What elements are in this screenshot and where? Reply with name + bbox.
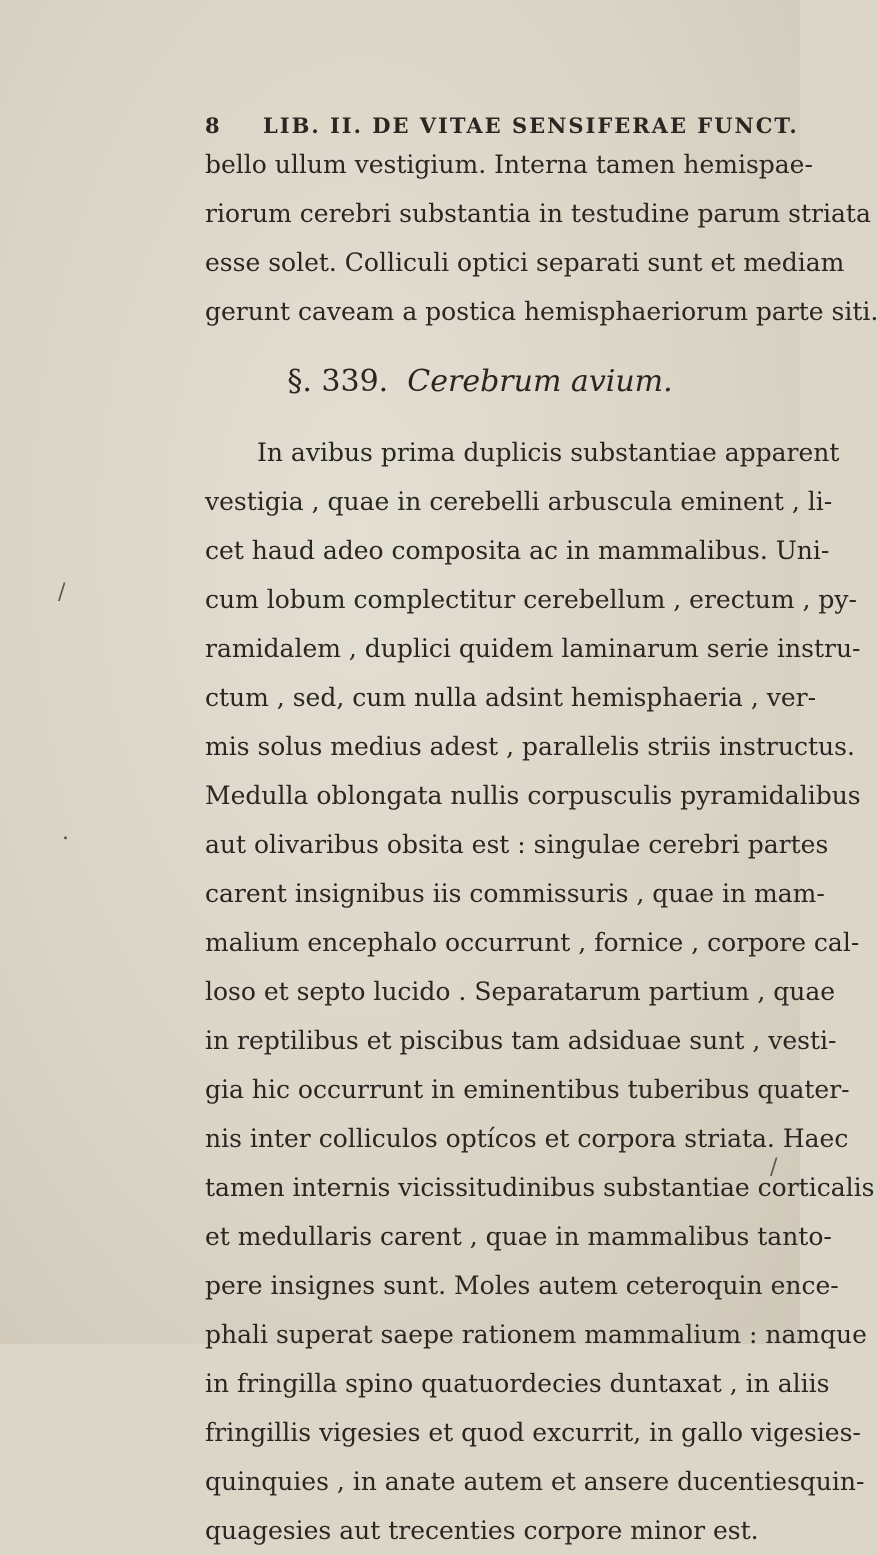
text-line: gia hic occurrunt in eminentibus tuberibus quater- bbox=[205, 1075, 850, 1104]
text-line: carent insignibus iis commissuris , quae in mam- bbox=[205, 879, 825, 908]
text-line: quinquies , in anate autem et ansere ducentiesquin- bbox=[205, 1467, 865, 1496]
text-line: fringillis vigesies et quod excurrit, in gallo vigesies- bbox=[205, 1418, 861, 1447]
text-line: phali superat saepe rationem mammalium : namque bbox=[205, 1320, 867, 1349]
text-line: nis inter colliculos optícos et corpora striata. Haec bbox=[205, 1124, 849, 1153]
section-title: Cerebrum avium. bbox=[407, 364, 673, 399]
margin-pencil-mark: / bbox=[770, 1155, 778, 1180]
margin-pencil-mark: / bbox=[58, 580, 66, 605]
margin-dot-mark: . bbox=[62, 820, 69, 845]
text-line: vestigia , quae in cerebelli arbuscula eminent , li- bbox=[205, 487, 833, 516]
text-line: cum lobum complectitur cerebellum , erectum , py- bbox=[205, 585, 857, 614]
text-line: bello ullum vestigium. Interna tamen hemispae- bbox=[205, 150, 813, 179]
text-line: mis solus medius adest , parallelis striis instructus. bbox=[205, 732, 855, 761]
text-line: malium encephalo occurrunt , fornice , corpore cal- bbox=[205, 928, 860, 957]
section-number: §. 339. bbox=[287, 364, 389, 399]
text-line: loso et septo lucido . Separatarum partium , quae bbox=[205, 977, 836, 1006]
text-line: in reptilibus et piscibus tam adsiduae sunt , vesti- bbox=[205, 1026, 837, 1055]
text-line: Medulla oblongata nullis corpusculis pyramidalibus bbox=[205, 781, 861, 810]
text-line: pere insignes sunt. Moles autem ceteroquin ence- bbox=[205, 1271, 839, 1300]
page-body bbox=[205, 140, 878, 1555]
text-line: gerunt caveam a postica hemisphaeriorum parte siti. bbox=[205, 297, 878, 326]
text-line: ramidalem , duplici quidem laminarum serie instru- bbox=[205, 634, 861, 663]
text-line: riorum cerebri substantia in testudine parum striata bbox=[205, 199, 871, 228]
text-line: ctum , sed, cum nulla adsint hemisphaeria , ver- bbox=[205, 683, 817, 712]
text-line: in fringilla spino quatuordecies duntaxat , in aliis bbox=[205, 1369, 830, 1398]
text-line: et medullaris carent , quae in mammalibus tanto- bbox=[205, 1222, 832, 1251]
text-line: quagesies aut trecenties corpore minor est. bbox=[205, 1516, 759, 1545]
running-head: LIB. II. DE VITAE SENSIFERAE FUNCT. bbox=[263, 113, 799, 138]
text-line: esse solet. Colliculi optici separati sunt et mediam bbox=[205, 248, 845, 277]
text-line: cet haud adeo composita ac in mammalibus. Uni- bbox=[205, 536, 830, 565]
text-line: tamen internis vicissitudinibus substantiae corticalis bbox=[205, 1173, 875, 1202]
page-number: 8 bbox=[205, 113, 222, 138]
text-line: aut olivaribus obsita est : singulae cerebri partes bbox=[205, 830, 829, 859]
page-header bbox=[205, 113, 799, 138]
text-line: In avibus prima duplicis substantiae apparent bbox=[257, 438, 840, 467]
section-heading bbox=[205, 336, 735, 428]
